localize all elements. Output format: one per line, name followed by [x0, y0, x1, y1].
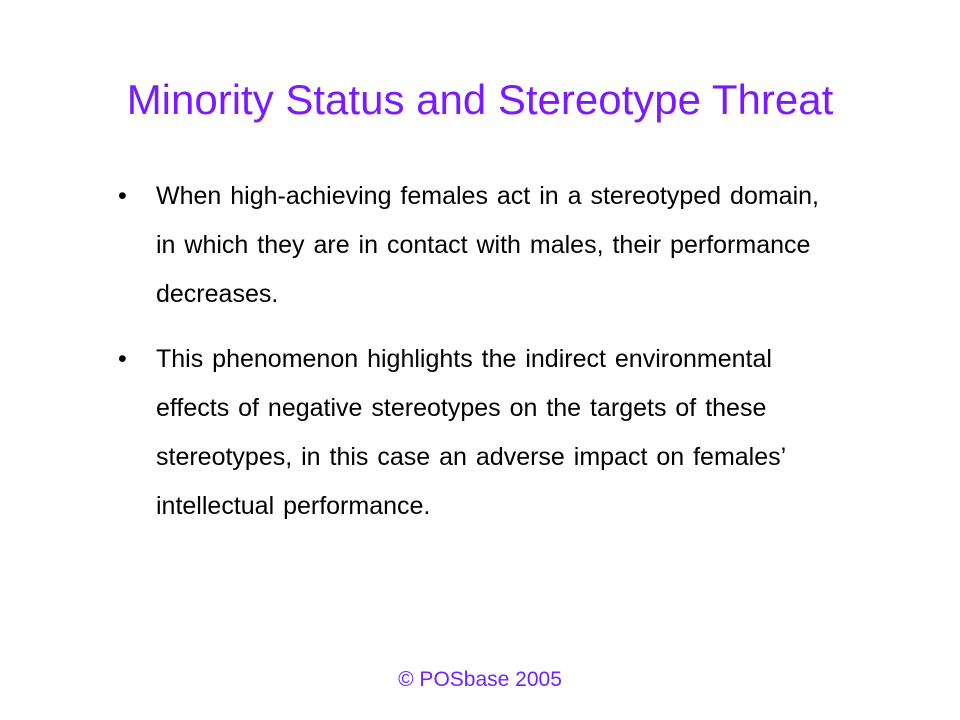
footer-copyright: © POSbase 2005	[398, 668, 562, 691]
bullet-list	[118, 172, 838, 531]
bullet-marker: •	[118, 345, 127, 373]
bullet-item	[118, 335, 838, 531]
bullet-text: When high-achieving females act in a stereotyped domain, in which they are in contact with males, their performance decreases.	[156, 182, 819, 308]
bullet-item	[118, 172, 838, 319]
slide-title: Minority Status and Stereotype Threat	[126, 76, 834, 123]
bullet-marker: •	[118, 182, 127, 210]
bullet-text: This phenomenon highlights the indirect environmental effects of negative stereotypes on the targets of these stereotypes, in this case an adverse impact on females’ intellectual performance.	[156, 345, 786, 520]
